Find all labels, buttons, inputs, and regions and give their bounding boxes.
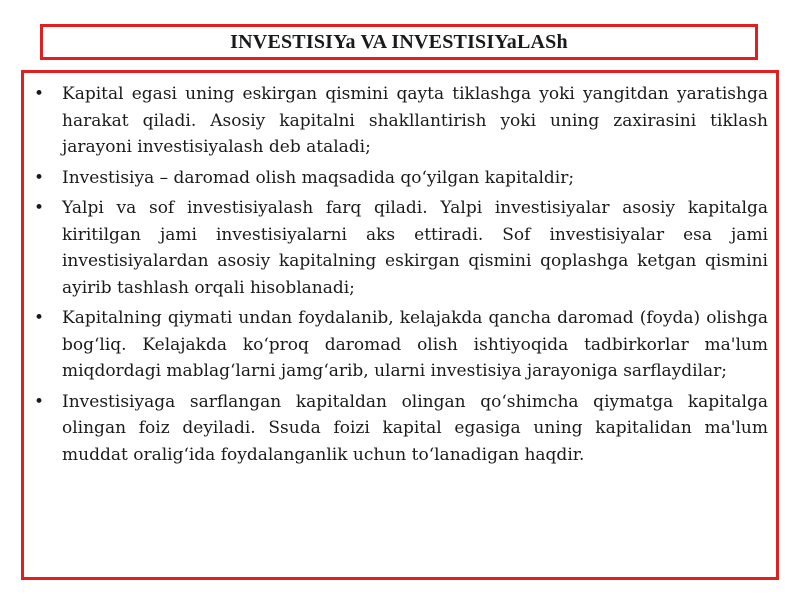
title-box xyxy=(40,24,758,60)
list-item xyxy=(30,165,768,192)
bullet-icon: • xyxy=(34,198,45,218)
page-title: INVESTISIYa VA INVESTISIYaLASh xyxy=(230,30,568,53)
list-item xyxy=(30,305,768,385)
list-item-text: Kapital egasi uning eskirgan qismini qayta tiklashga yoki yangitdan yaratishga harakat qiladi. Asosiy kapitalni shakllantirish yoki uning zaxirasini tiklash jarayoni investisiyalash deb ataladi; xyxy=(62,84,768,157)
bullet-icon: • xyxy=(34,391,45,412)
bullet-icon: • xyxy=(34,84,45,104)
list-item xyxy=(30,81,768,161)
list-item xyxy=(30,195,768,301)
bullet-icon: • xyxy=(34,167,45,188)
list-item-text: Kapitalning qiymati undan foydalanib, kelajakda qancha daromad (foyda) olishga bog‘liq. Kelajakda ko‘proq daromad olish ishtiyoqida tadbirkorlar ma'lum miqdordagi mablag‘larni jamg‘arib, ularni investisiya jarayoniga sarflaydilar; xyxy=(62,308,768,381)
bullet-list xyxy=(30,81,768,468)
content-box xyxy=(21,70,779,580)
list-item-text: Investisiya – daromad olish maqsadida qo‘yilgan kapitaldir; xyxy=(62,167,575,188)
bullet-icon: • xyxy=(34,308,45,328)
list-item-text: Yalpi va sof investisiyalash farq qiladi. Yalpi investisiyalar asosiy kapitalga kiritilgan jami investisiyalarni aks ettiradi. Sof investisiyalar esa jami investisiyalardan asosiy kapitalning eskirgan qismini qoplashga ketgan qismini ayirib tashlash orqali hisoblanadi; xyxy=(62,198,768,298)
list-item-text: Investisiyaga sarflangan kapitaldan olingan qo‘shimcha qiymatga kapitalga olingan foiz deyiladi. Ssuda foizi kapital egasiga uning kapitalidan ma'lum muddat oralig‘ida foydalanganlik uchun to‘lanadigan haqdir. xyxy=(62,391,768,465)
list-item xyxy=(30,389,768,469)
